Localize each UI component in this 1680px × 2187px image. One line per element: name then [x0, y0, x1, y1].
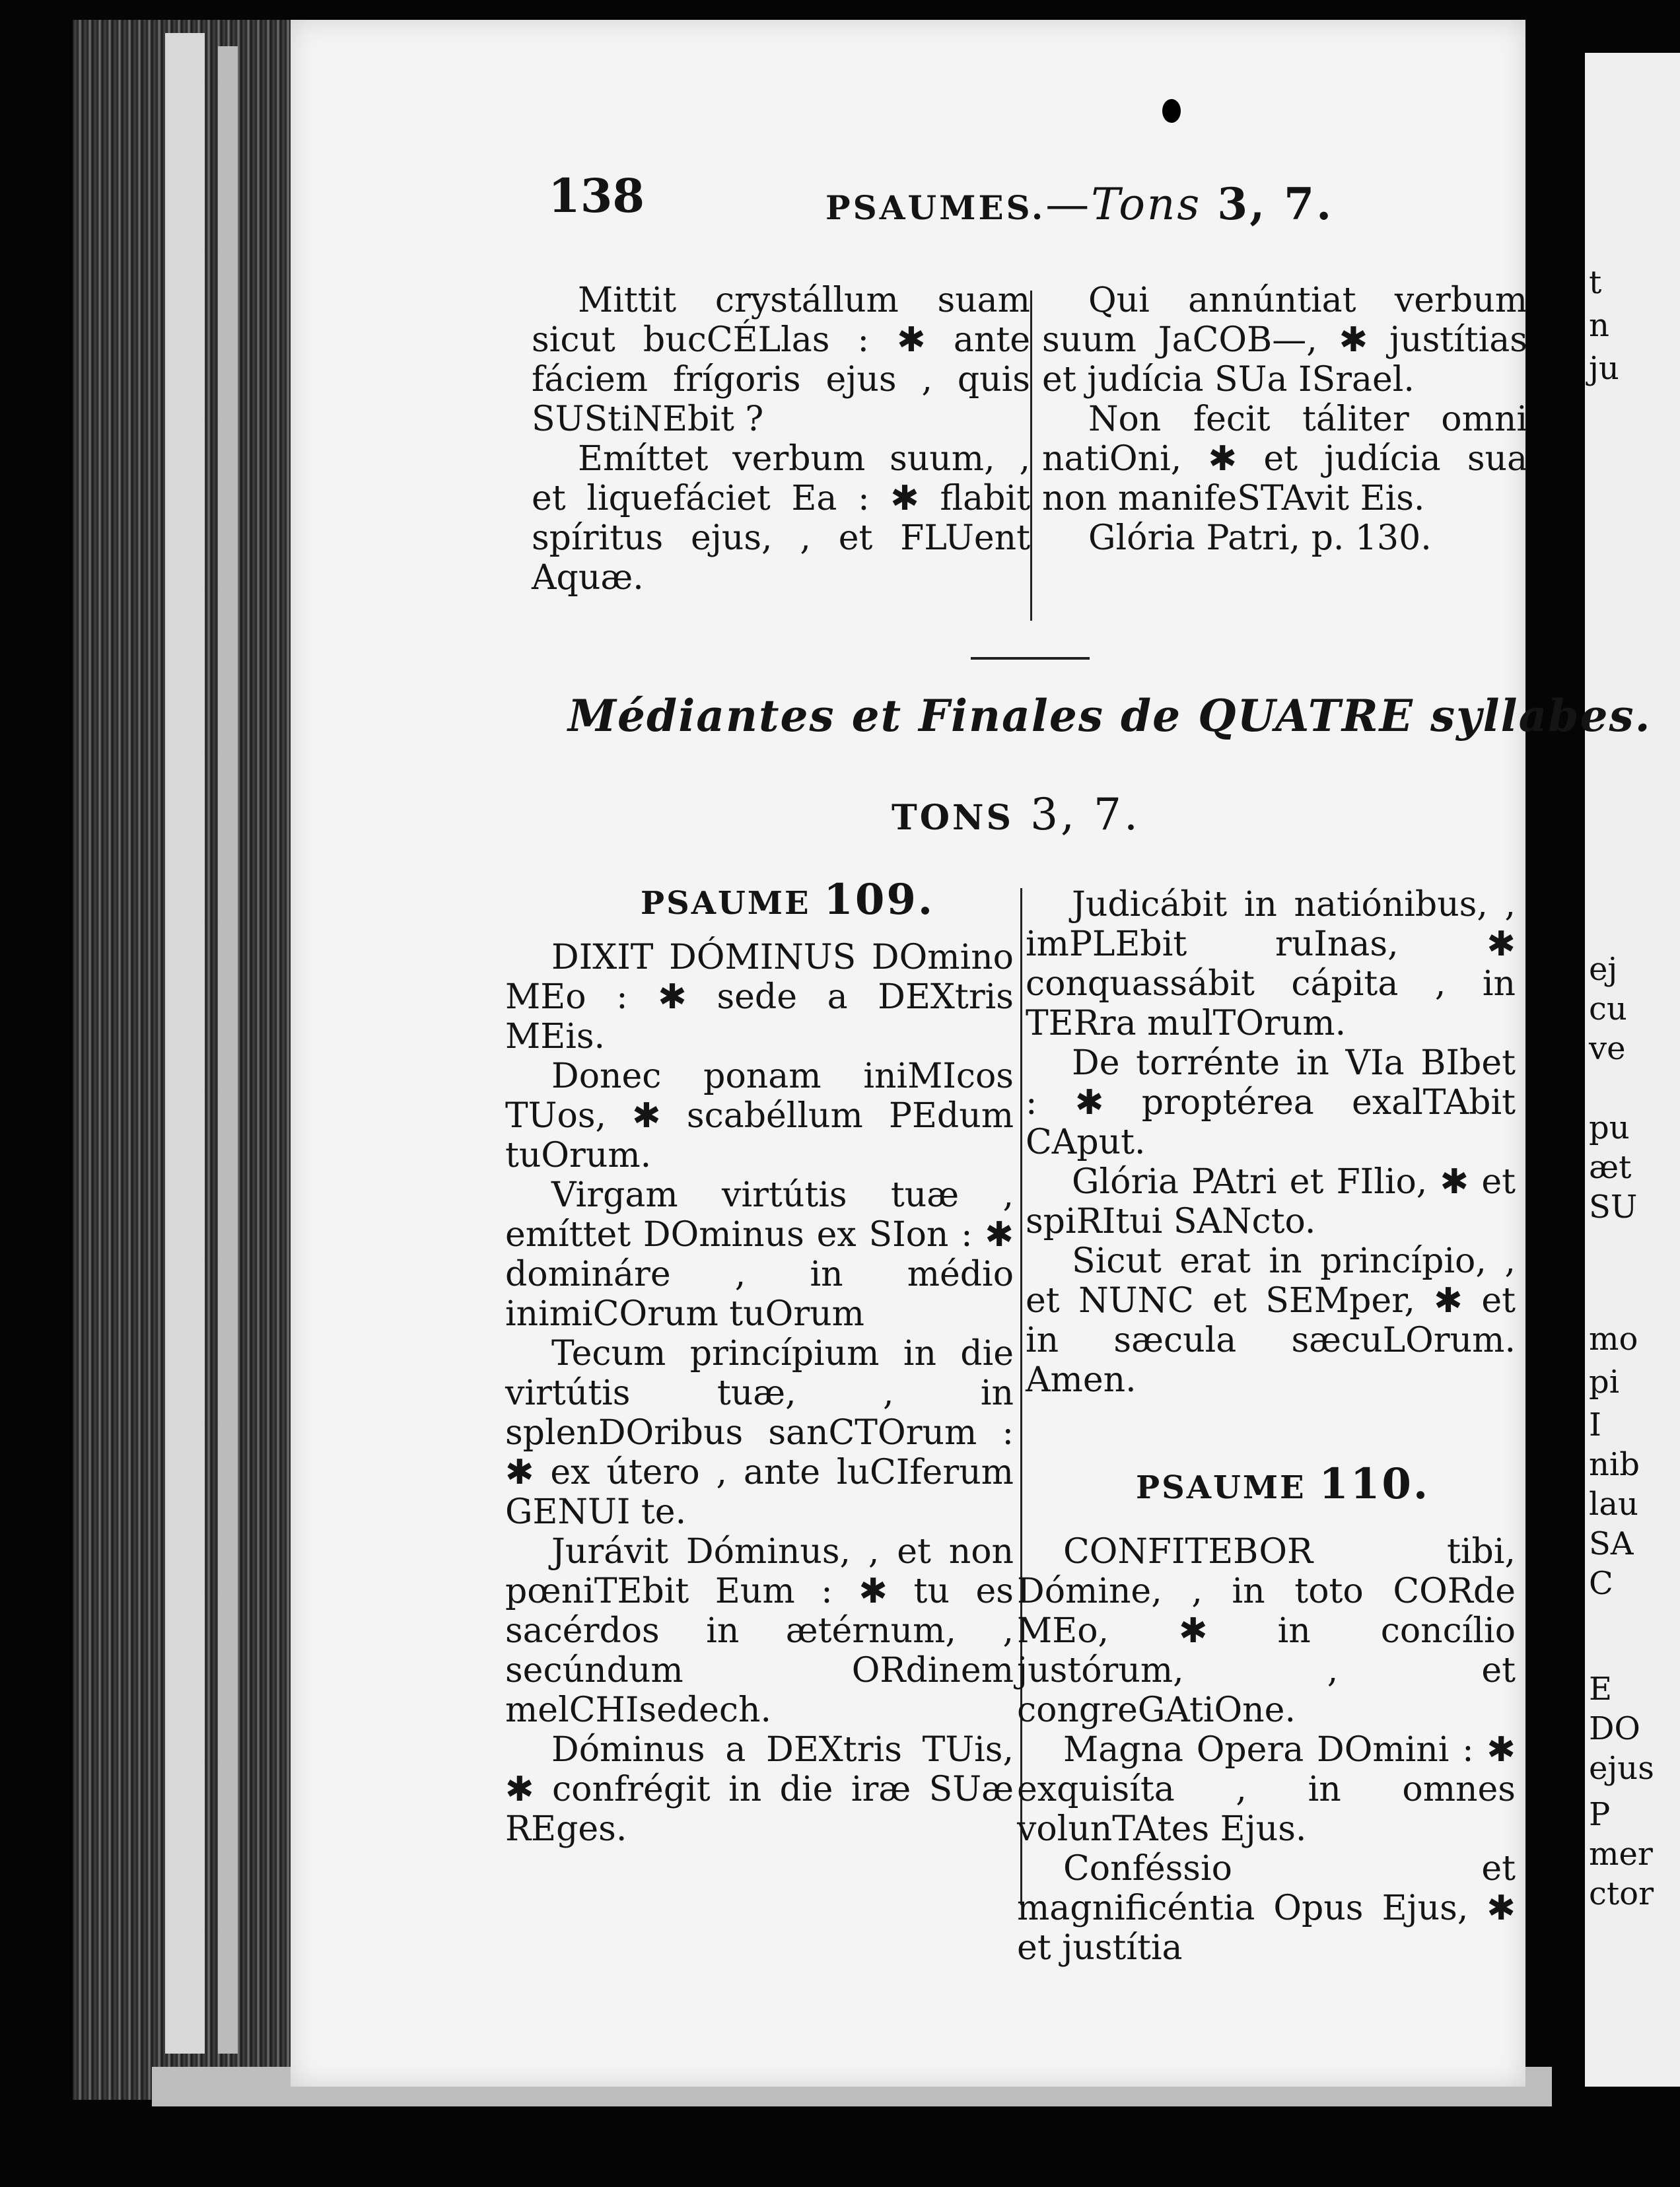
- facing-page-text: mo: [1589, 1321, 1638, 1358]
- verse: DIXIT DÓMINUS DOmino MEo : ✱ sede a DEXtris MEis.: [505, 938, 1014, 1057]
- facing-page-text: I: [1589, 1406, 1601, 1443]
- verse: Virgam virtútis tuæ , emíttet DOminus ex SIon : ✱ domináre , in médio inimiCOrum tuOrum: [505, 1175, 1014, 1334]
- verse: Glória PAtri et FIlio, ✱ et spiRItui SANcto.: [1026, 1162, 1516, 1241]
- facing-page-text: SA: [1589, 1525, 1634, 1562]
- facing-page-text: DO: [1589, 1710, 1640, 1747]
- tons-heading-numbers: 3, 7.: [1030, 789, 1140, 840]
- verse: Qui annúntiat verbum suum JaCOB—, ✱ justítias et judícia SUa ISrael.: [1042, 281, 1527, 399]
- facing-page-text: ju: [1589, 350, 1619, 387]
- facing-page-text: lau: [1589, 1486, 1638, 1523]
- facing-page-text: ctor: [1589, 1875, 1654, 1912]
- facing-page-text: mer: [1589, 1836, 1653, 1873]
- facing-page-text: SU: [1589, 1189, 1638, 1226]
- psaume-label: PSAUME: [641, 885, 811, 922]
- column-divider: [1030, 291, 1032, 621]
- facing-page-text: pu: [1589, 1109, 1630, 1146]
- running-title-dash: —: [1045, 179, 1092, 230]
- section-title: Médiantes et Finales de QUATRE syllabes.: [568, 690, 1652, 742]
- verse: Non fecit táliter omni natiOni, ✱ et judícia sua non manifeSTAvit Eis.: [1042, 399, 1527, 518]
- facing-page-text: cu: [1589, 990, 1627, 1027]
- psaume-number: 109.: [823, 875, 935, 924]
- facing-page-text: ej: [1589, 951, 1618, 988]
- verse: Mittit crystállum suam sicut bucCÉLlas : ✱ ante fáciem frígoris ejus , quis SUStiNEbit ?: [532, 281, 1030, 439]
- verse: Conféssio et magnificéntia Opus Ejus, ✱ et justítia: [1017, 1849, 1516, 1968]
- page-number: 138: [548, 168, 645, 223]
- facing-page-text: E: [1589, 1671, 1613, 1708]
- facing-page-text: n: [1589, 307, 1609, 344]
- verse: Dóminus a DEXtris TUis, ✱ confrégit in die iræ SUæ REges.: [505, 1730, 1014, 1849]
- facing-page-text: t: [1589, 264, 1602, 301]
- verse: Tecum princípium in die virtútis tuæ, , in splenDOribus sanCTOrum : ✱ ex útero , ante luCIferum GENUI te.: [505, 1334, 1014, 1532]
- verse: Emíttet verbum suum, , et liquefáciet Ea : ✱ flabit spíritus ejus, , et FLUent Aquæ.: [532, 439, 1030, 598]
- running-title-numbers: 3, 7.: [1217, 178, 1334, 230]
- facing-page-text: pi: [1589, 1364, 1620, 1401]
- tons-heading-caps: TONS: [892, 798, 1014, 838]
- verse: Jurávit Dóminus, , et non pœniTEbit Eum : ✱ tu es sacérdos in ætérnum, , secúndum ORdinem melCHIsedech.: [505, 1532, 1014, 1730]
- page-edge-strip: [218, 46, 238, 2054]
- running-title-caps: PSAUMES.: [825, 188, 1046, 227]
- section-rule: [971, 657, 1090, 660]
- verse: Glória Patri, p. 130.: [1088, 518, 1432, 558]
- facing-page-text: ejus: [1589, 1750, 1654, 1787]
- facing-page-text: C: [1589, 1565, 1613, 1602]
- tons-heading: [892, 789, 1140, 840]
- psaume-number: 110.: [1319, 1459, 1430, 1509]
- psaume-109-heading: [641, 875, 934, 924]
- ink-blot: [1162, 99, 1181, 123]
- running-title-italic: Tons: [1091, 179, 1202, 230]
- facing-page-text: ve: [1589, 1030, 1626, 1067]
- facing-page-text: nib: [1589, 1446, 1640, 1483]
- psaume-109-left-column: [505, 938, 1014, 1849]
- psaume-110-right-column: [1017, 1532, 1516, 1968]
- verse: Donec ponam iniMIcos TUos, ✱ scabéllum PEdum tuOrum.: [505, 1057, 1014, 1175]
- facing-page-text: æt: [1589, 1149, 1632, 1186]
- facing-page-fragment: [1585, 53, 1680, 2087]
- psaume-109-right-column: [1026, 885, 1516, 1400]
- page-edge-strip: [165, 33, 205, 2054]
- verse: Sicut erat in princípio, , et NUNC et SEMper, ✱ et in sæcula sæcuLOrum. Amen.: [1026, 1241, 1516, 1400]
- running-title: [825, 178, 1333, 230]
- verse: Magna Opera DOmini : ✱ exquisíta , in omnes volunTAtes Ejus.: [1017, 1730, 1516, 1849]
- verse: De torrénte in VIa BIbet : ✱ proptérea exalTAbit CAput.: [1026, 1043, 1516, 1162]
- verse: Judicábit in natiónibus, , imPLEbit ruInas, ✱ conquassábit cápita , in TERra mulTOrum.: [1026, 885, 1516, 1043]
- verse: CONFITEBOR tibi, Dómine, , in toto CORde MEo, ✱ in concílio justórum, , et congreGAtiOne.: [1017, 1532, 1516, 1730]
- top-left-column: [532, 281, 1030, 598]
- psaume-label: PSAUME: [1136, 1469, 1306, 1506]
- top-right-column: [1042, 281, 1527, 558]
- facing-page-text: P: [1589, 1796, 1611, 1833]
- psaume-110-heading: [1136, 1459, 1430, 1509]
